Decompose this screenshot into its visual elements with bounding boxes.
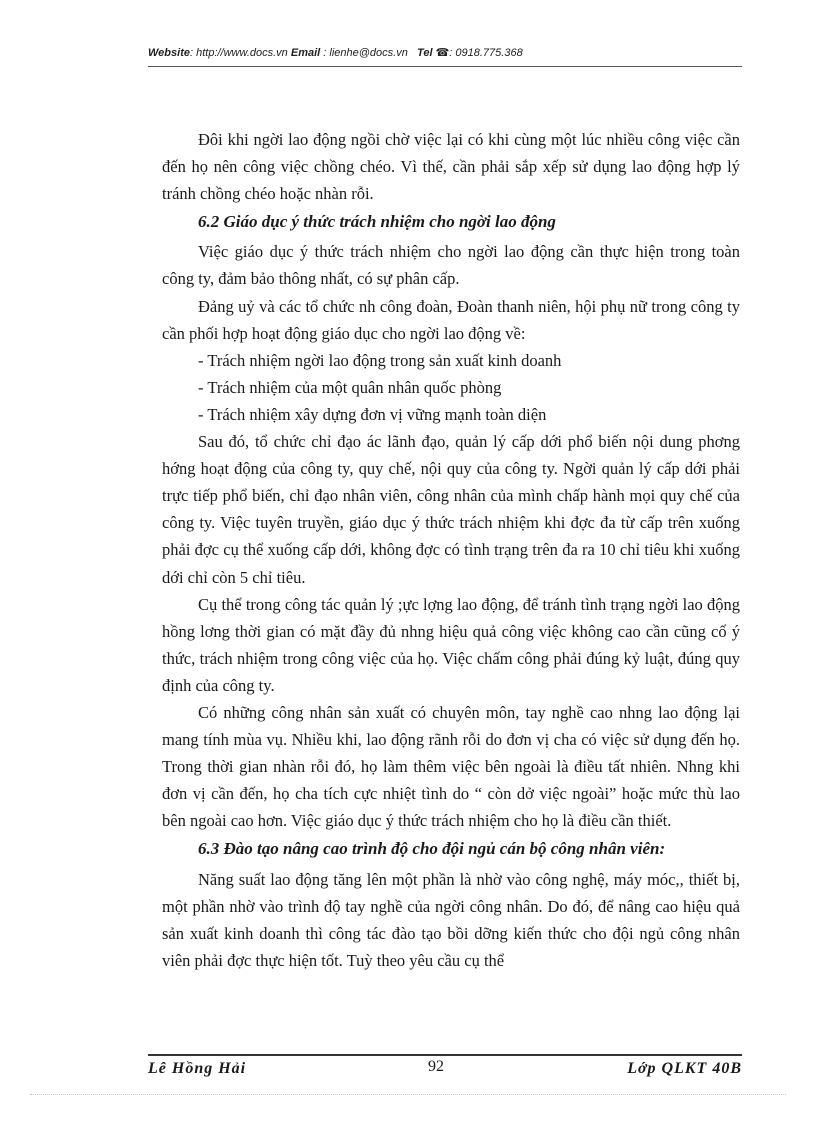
bullet-item: - Trách nhiệm xây dựng đơn vị vững mạnh toàn diện — [198, 404, 547, 424]
tel-value: : 0918.775.368 — [449, 47, 523, 59]
paragraph: Năng suất lao động tăng lên một phần là nhờ vào công nghệ, máy móc,, thiết bị, một phần nhờ vào trình độ tay nghề của ngời công nhân. Do đó, để nâng cao hiệu quả sản xuất kinh doanh thì công tác đào tạo bồi dỡng kiến thức cho đội ngủ công nhân viên phải đợc thực hiện tốt. Tuỳ theo yêu cầu cụ thể — [162, 869, 740, 970]
section-heading-6-2: 6.2 Giáo dục ý thức trách nhiệm cho ngời lao động — [198, 212, 556, 232]
website-value: : http://www.docs.vn — [189, 47, 288, 59]
page-footer — [148, 1058, 742, 1078]
header-rule — [148, 66, 742, 67]
paragraph: Cụ thể trong công tác quản lý ;ực lợng lao động, để tránh tình trạng ngời lao động hồng lơng thời gian có mặt đầy đủ nhng hiệu quả công việc không cao cần cũng cố ý thức, trách nhiệm trong công việc của họ. Việc chấm công phải đúng kỷ luật, đúng quy định của công ty. — [162, 594, 740, 695]
bullet-item: - Trách nhiệm ngời lao động trong sản xuất kinh doanh — [198, 350, 562, 370]
footer-class: Lớp QLKT 40B — [627, 1060, 742, 1077]
section-heading-6-3: 6.3 Đào tạo nâng cao trình độ cho đội ngủ cán bộ công nhân viên: — [198, 839, 666, 859]
paragraph: Sau đó, tổ chức chỉ đạo ác lãnh đạo, quản lý cấp dới phổ biến nội dung phơng hớng hoạt động của công ty, quy chế, nội quy của công ty. Ngời quản lý cấp dới phải trực tiếp phổ biến, chỉ đạo nhân viên, công nhân của mình chấp hành mọi quy chế của công ty. Việc tuyên truyền, giáo dục ý thức trách nhiệm khi đợc đa từ cấp trên xuống phải đợc cụ thể xuống cấp dới, không đợc có tình trạng trên đa ra 10 chỉ tiêu khi xuống dới chỉ còn 5 chỉ tiêu. — [162, 432, 740, 587]
phone-icon: ☎ — [435, 47, 450, 59]
paragraph: Việc giáo dục ý thức trách nhiệm cho ngời lao động cần thực hiện trong toàn công ty, đảm bảo thông nhất, có sự phân cấp. — [162, 242, 740, 289]
page-header — [148, 46, 742, 66]
page-edge-divider — [30, 1094, 786, 1095]
footer-author: Lê Hồng Hải — [148, 1060, 247, 1077]
page-number: 92 — [428, 1058, 444, 1075]
footer-rule — [148, 1054, 742, 1056]
paragraph: Đôi khi ngời lao động ngồi chờ việc lại có khi cùng một lúc nhiều công việc cần đến họ nên công việc chồng chéo. Vì thế, cần phải sắp xếp sử dụng lao động hợp lý tránh chồng chéo hoặc nhàn rỗi. — [162, 130, 740, 204]
paragraph: Có những công nhân sản xuất có chuyên môn, tay nghề cao nhng lao động lại mang tính mùa vụ. Nhiều khi, lao động rãnh rỗi do đơn vị cha có việc sử dụng đến họ. Trong thời gian nhàn rỗi đó, họ làm thêm việc bên ngoài là điều tất nhiên. Nhng khi đơn vị cần đến, họ cha tích cực nhiệt tình do “ còn dở việc ngoài” hoặc mức thù lao bên ngoài cao hơn. Việc giáo dục ý thức trách nhiệm cho họ là điều cần thiết. — [162, 702, 740, 831]
tel-label: Tel — [417, 47, 433, 59]
document-body — [162, 126, 740, 974]
website-label: Website — [148, 47, 190, 59]
email-value: : lienhe@docs.vn — [320, 47, 408, 59]
bullet-item: - Trách nhiệm của một quân nhân quốc phòng — [198, 377, 502, 397]
email-label: Email — [290, 47, 321, 59]
paragraph: Đảng uỷ và các tổ chức nh công đoàn, Đoàn thanh niên, hội phụ nữ trong công ty cần phối hợp hoạt động giáo dục cho ngời lao động về: — [162, 296, 740, 343]
